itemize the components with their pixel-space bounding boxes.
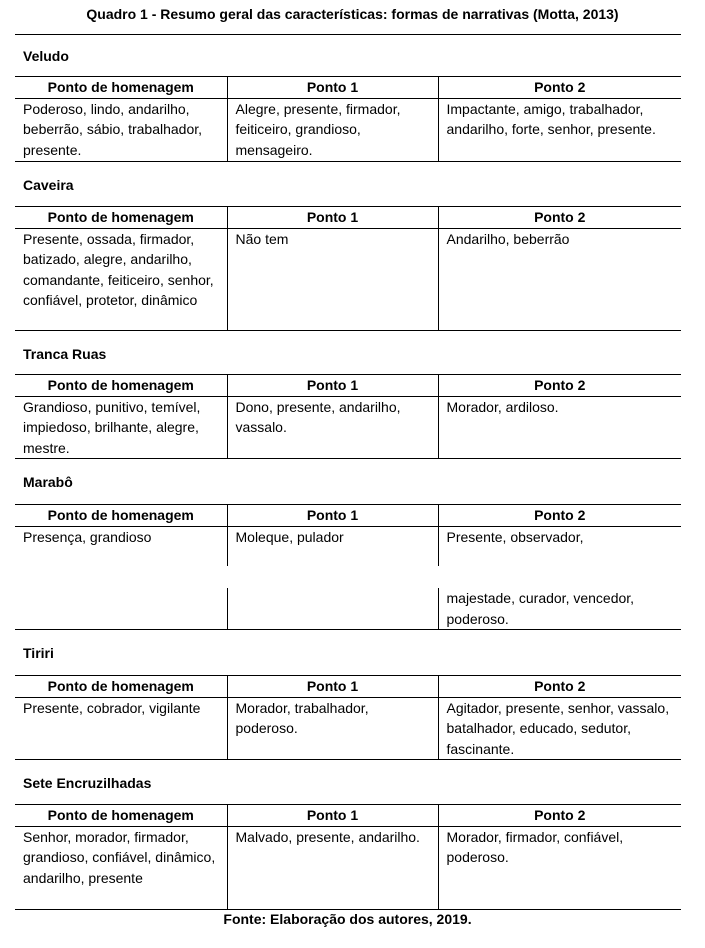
cell-ponto-1: Não tem bbox=[227, 228, 438, 330]
table-row bbox=[15, 826, 681, 909]
cell-ponto-de-homenagem bbox=[15, 588, 227, 630]
table-marabo-continued bbox=[15, 588, 681, 630]
header-row bbox=[15, 676, 681, 698]
column-header-ponto-de-homenagem: Ponto de homenagem bbox=[15, 505, 227, 527]
cell-ponto-1: Alegre, presente, firmador, feiticeiro, grandioso, mensageiro. bbox=[227, 98, 438, 161]
column-header-ponto-1: Ponto 1 bbox=[227, 77, 438, 99]
table-row bbox=[15, 697, 681, 760]
cell-ponto-de-homenagem: Presente, ossada, firmador, batizado, alegre, andarilho, comandante, feiticeiro, senhor, confiável, protetor, dinâmico bbox=[15, 228, 227, 330]
section-heading-veludo: Veludo bbox=[23, 48, 69, 64]
cell-ponto-2: Presente, observador, bbox=[438, 526, 681, 566]
column-header-ponto-de-homenagem: Ponto de homenagem bbox=[15, 207, 227, 229]
column-header-ponto-de-homenagem: Ponto de homenagem bbox=[15, 375, 227, 397]
header-row bbox=[15, 207, 681, 229]
cell-ponto-2: Impactante, amigo, trabalhador, andarilho, forte, senhor, presente. bbox=[438, 98, 681, 161]
table-row bbox=[15, 588, 681, 630]
cell-ponto-1 bbox=[227, 588, 438, 630]
column-header-ponto-1: Ponto 1 bbox=[227, 375, 438, 397]
column-header-ponto-de-homenagem: Ponto de homenagem bbox=[15, 805, 227, 827]
column-header-ponto-2: Ponto 2 bbox=[438, 77, 681, 99]
cell-ponto-2: Morador, ardiloso. bbox=[438, 396, 681, 459]
cell-ponto-1: Malvado, presente, andarilho. bbox=[227, 826, 438, 909]
column-header-ponto-1: Ponto 1 bbox=[227, 676, 438, 698]
table-row bbox=[15, 526, 681, 566]
table-title: Quadro 1 - Resumo geral das características: formas de narrativas (Motta, 2013) bbox=[86, 6, 619, 22]
column-header-ponto-2: Ponto 2 bbox=[438, 676, 681, 698]
column-header-ponto-de-homenagem: Ponto de homenagem bbox=[15, 77, 227, 99]
source-caption: Fonte: Elaboração dos autores, 2019. bbox=[223, 911, 472, 927]
column-header-ponto-2: Ponto 2 bbox=[438, 805, 681, 827]
column-header-ponto-1: Ponto 1 bbox=[227, 805, 438, 827]
table-sete-encruzilhadas bbox=[15, 804, 681, 910]
column-header-ponto-1: Ponto 1 bbox=[227, 207, 438, 229]
table-row bbox=[15, 228, 681, 330]
top-rule bbox=[15, 34, 681, 35]
table-row bbox=[15, 396, 681, 459]
column-header-ponto-2: Ponto 2 bbox=[438, 375, 681, 397]
cell-ponto-2: Andarilho, beberrão bbox=[438, 228, 681, 330]
cell-ponto-1: Dono, presente, andarilho, vassalo. bbox=[227, 396, 438, 459]
column-header-ponto-2: Ponto 2 bbox=[438, 207, 681, 229]
table-row bbox=[15, 98, 681, 161]
header-row bbox=[15, 375, 681, 397]
header-row bbox=[15, 805, 681, 827]
section-heading-marabo: Marabô bbox=[23, 474, 73, 490]
table-marabo bbox=[15, 504, 681, 566]
cell-ponto-2: majestade, curador, vencedor, poderoso. bbox=[438, 588, 681, 630]
section-heading-tiriri: Tiriri bbox=[23, 645, 54, 661]
cell-ponto-de-homenagem: Presente, cobrador, vigilante bbox=[15, 697, 227, 760]
cell-ponto-de-homenagem: Senhor, morador, firmador, grandioso, confiável, dinâmico, andarilho, presente bbox=[15, 826, 227, 909]
cell-ponto-de-homenagem: Grandioso, punitivo, temível, impiedoso, brilhante, alegre, mestre. bbox=[15, 396, 227, 459]
table-tiriri bbox=[15, 675, 681, 760]
table-caveira bbox=[15, 206, 681, 331]
table-veludo bbox=[15, 76, 681, 162]
cell-ponto-2: Agitador, presente, senhor, vassalo, batalhador, educado, sedutor, fascinante. bbox=[438, 697, 681, 760]
cell-ponto-2: Morador, firmador, confiável, poderoso. bbox=[438, 826, 681, 909]
header-row bbox=[15, 77, 681, 99]
column-header-ponto-1: Ponto 1 bbox=[227, 505, 438, 527]
column-header-ponto-de-homenagem: Ponto de homenagem bbox=[15, 676, 227, 698]
section-heading-caveira: Caveira bbox=[23, 177, 74, 193]
table-tranca-ruas bbox=[15, 374, 681, 459]
section-heading-tranca-ruas: Tranca Ruas bbox=[23, 346, 107, 362]
cell-ponto-de-homenagem: Presença, grandioso bbox=[23, 528, 152, 545]
cell-ponto-1: Moleque, pulador bbox=[227, 526, 438, 566]
cell-ponto-de-homenagem: Poderoso, lindo, andarilho, beberrão, sábio, trabalhador, presente. bbox=[15, 98, 227, 161]
header-row bbox=[15, 505, 681, 527]
section-heading-sete-encruzilhadas: Sete Encruzilhadas bbox=[23, 775, 152, 791]
column-header-ponto-2: Ponto 2 bbox=[438, 505, 681, 527]
cell-ponto-1: Morador, trabalhador, poderoso. bbox=[227, 697, 438, 760]
